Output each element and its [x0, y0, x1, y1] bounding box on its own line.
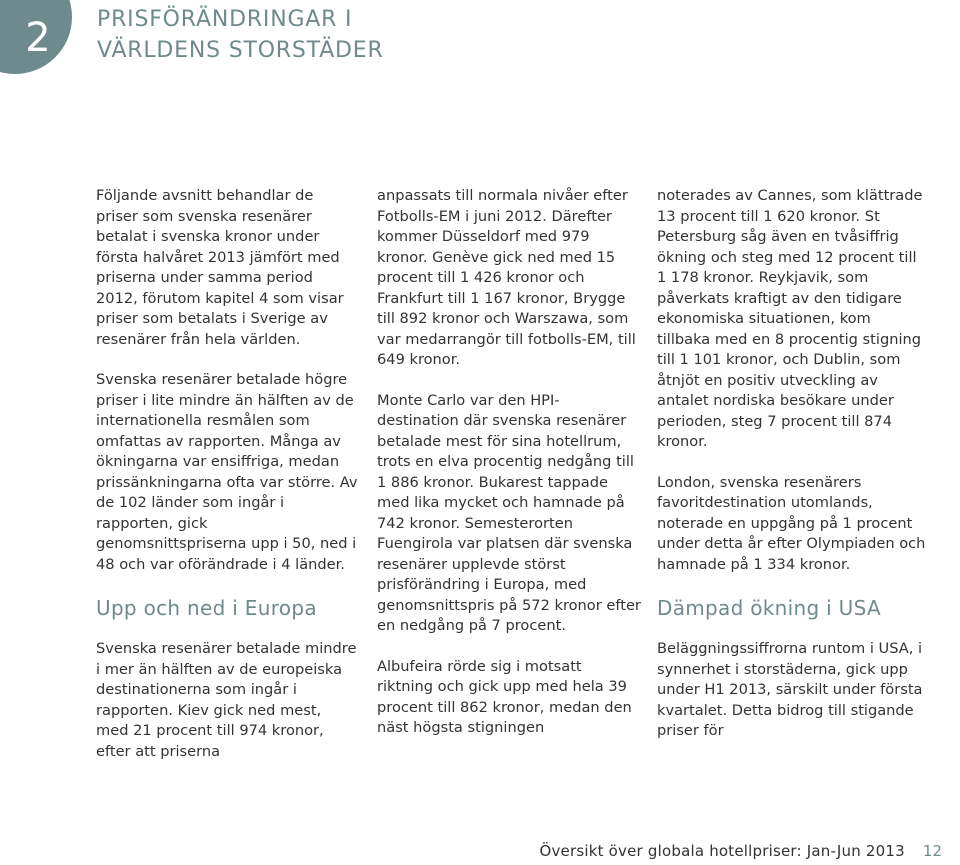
body-paragraph: Monte Carlo var den HPI-destination där svenska resenärer betalade mest för sina hotellrum, trots en elva procentig nedgång till 1 886 kronor. Bukarest tappade med lika mycket och hamnade på 742 kronor. Semesterorten Fuengirola var platsen där svenska resenärer upplevde störst prisförändring i Europa, med genomsnittspris på 572 kronor efter en nedgång på 7 procent. — [377, 391, 641, 634]
page-number: 12 — [922, 842, 942, 860]
text-column-3 — [657, 186, 927, 762]
body-paragraph: Albufeira rörde sig i motsatt riktning och gick upp med hela 39 procent till 862 kronor, medan den näst högsta stigningen — [377, 657, 632, 736]
body-paragraph: Svenska resenärer betalade mindre i mer än hälften av de europeiska destinationerna som ingår i rapporten. Kiev gick ned mest, med 21 procent till 974 kronor, efter att priserna — [96, 640, 357, 760]
chapter-title: PRISFÖRÄNDRINGAR I VÄRLDENS STORSTÄDER — [97, 7, 384, 63]
text-column-2 — [377, 186, 641, 759]
intro-paragraph: Följande avsnitt behandlar de priser som svenska resenärer betalat i svenska kronor under första halvåret 2013 jämfört med priserna under samma period 2012, förutom kapitel 4 som visar priser som betalats i Sverige av resenärer från hela världen. — [96, 187, 344, 348]
page-footer — [539, 842, 942, 860]
body-paragraph: noterades av Cannes, som klättrade 13 procent till 1 620 kronor. St Petersburg såg även en tvåsiffrig ökning och steg med 12 procent till 1 178 kronor. Reykjavik, som påverkats kraftigt av den tidigare ekonomiska situationen, kom tillbaka med en 8 procentig stigning till 1 101 kronor, och Dublin, som åtnjöt en positiv utveckling av antalet nordiska besökare under perioden, steg 7 procent till 874 kronor. — [657, 187, 923, 450]
section-heading-europe: Upp och ned i Europa — [96, 596, 317, 620]
footer-title: Översikt över globala hotellpriser: Jan-Jun 2013 — [539, 842, 905, 860]
body-paragraph: Svenska resenärer betalade högre priser i lite mindre än hälften av de internationella resmålen som omfattas av rapporten. Många av ökningarna var ensiffriga, medan prissänkningarna ofta var större. Av de 102 länder som ingår i rapporten, gick genomsnittspriserna upp i 50, ned i 48 och var oförändrade i 4 länder. — [96, 371, 358, 573]
chapter-number: 2 — [25, 15, 51, 61]
body-paragraph: Beläggningssiffrorna runtom i USA, i synnerhet i storstäderna, gick upp under H1 2013, särskilt under första kvartalet. Detta bidrog till stigande priser för — [657, 640, 923, 739]
body-paragraph: anpassats till normala nivåer efter Fotbolls-EM i juni 2012. Därefter kommer Düsseldorf med 979 kronor. Genève gick ned med 15 procent till 1 426 kronor och Frankfurt till 1 167 kronor, Brygge till 892 kronor och Warszawa, som var medarrangör till fotbolls-EM, till 649 kronor. — [377, 187, 636, 368]
text-column-1 — [96, 186, 358, 782]
section-heading-usa: Dämpad ökning i USA — [657, 596, 881, 620]
body-paragraph: London, svenska resenärers favoritdestination utomlands, noterade en uppgång på 1 procent under detta år efter Olympiaden och hamnade på 1 334 kronor. — [657, 473, 926, 573]
